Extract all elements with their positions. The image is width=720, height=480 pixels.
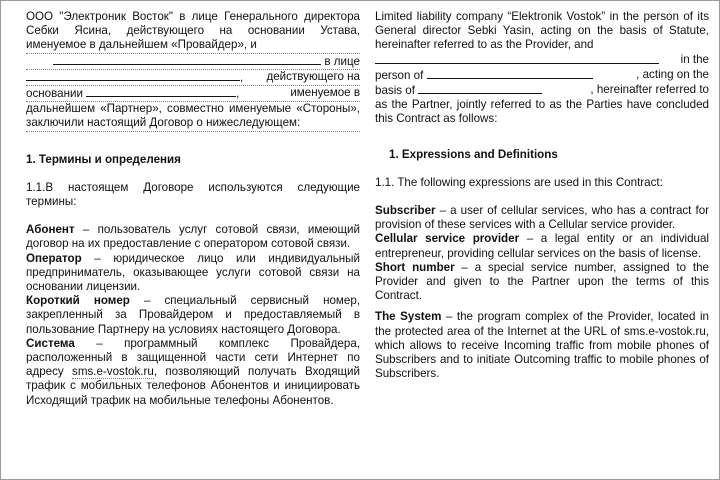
ru-def-system-text-1: – программный комплекс Провайдера, расположенный в защищенной части сети Интернет по адресу [26,336,360,379]
en-def-operator-text: – a legal entity or an individual entrepreneur, providing cellular services on the basis of license. [375,232,710,260]
ru-system-link[interactable]: sms.e-vostok.ru [72,365,154,379]
ru-intro-acting: действующего на [266,69,360,83]
en-intro-person-of: person of [375,68,424,82]
ru-term-system: Система [26,336,75,350]
ru-intro-named: именуемое в [290,86,360,100]
ru-intro-person: в лице [324,54,360,68]
en-def-system-text: – the program complex of the Provider, located in the protected area of the Internet at the URL of sms.e-vostok.ru, which allows to receive Incoming traffic from mobile phones of Subscribers and to initiate Outcoming traffic to mobile phones of Subscribers. [375,310,709,381]
ru-def-short-number-text: – специальный сервисный номер, закрепленный за Провайдером и предоставляемый в пользование Партнеру на условиях настоящего Договора. [26,294,361,336]
en-intro-hereinafter: , hereinafter referred to [590,83,709,97]
en-term-subscriber: Subscriber [375,204,436,218]
en-def-short-number-text: – a special service number, assigned to the Provider and given to the Partner upon the terms of this Contract. [375,260,709,303]
ru-section-1-title: 1. Термины и определения [26,152,181,166]
ru-term-operator: Оператор [26,251,82,265]
en-clause-1-1: 1.1. The following expressions are used in this Contract: [375,175,663,189]
en-intro-acting: , acting on the [636,67,709,81]
ru-term-subscriber: Абонент [26,223,75,237]
ru-clause-1-1: 1.1.В настоящем Договоре используются следующие термины: [26,180,360,209]
en-term-short-number: Short number [375,260,455,274]
ru-intro-basis-line: основании , именуемое в [26,86,360,102]
ru-def-subscriber-text: – пользователь услуг сотовой связи, имеющий договор на их предоставление с оператором сотовой связи. [26,223,360,251]
en-intro-basis-of: basis of [375,84,415,98]
en-section-1-title: 1. Expressions and Definitions [389,147,558,161]
ru-intro-basis: основании [26,87,83,101]
ru-term-short-number: Короткий номер [26,294,130,308]
en-term-system: The System [375,310,442,324]
en-term-operator: Cellular service provider [375,232,520,246]
ru-def-operator-text: – юридическое лицо или индивидуальный предприниматель, оказывающее услуги сотовой связи на основании лицензии. [26,251,360,294]
ru-intro-blank-line-2: , действующего на [26,70,360,86]
en-intro-partner: as the Partner, jointly referred to as the Parties have concluded this Contract as follows: [375,98,709,126]
en-intro-party: Limited liability company “Elektronik Vostok” in the person of its General director Sebki Yasin, acting on the basis of Statute, hereinafter referred to as the Provider, and [375,10,709,52]
ru-intro-party: ООО "Электроник Восток" в лице Генерального директора Себки Ясина, действующего на основании Устава, именуемое в дальнейшем «Провайдер», и [26,10,360,54]
en-def-subscriber-text: – a user of cellular services, who has a contract for provision of these services with a Cellular service provider. [375,204,709,232]
en-intro-in-the: in the [680,52,709,66]
ru-intro-partner: дальнейшем «Партнер», совместно именуемые «Стороны», заключили настоящий Договор о нижеследующем: [26,102,360,131]
ru-def-system-text-2: , позволяющий получать Входящий трафик с мобильных телефонов Абонентов и инициировать Исходящий трафик на мобильные телефоны Абонентов. [26,365,360,407]
